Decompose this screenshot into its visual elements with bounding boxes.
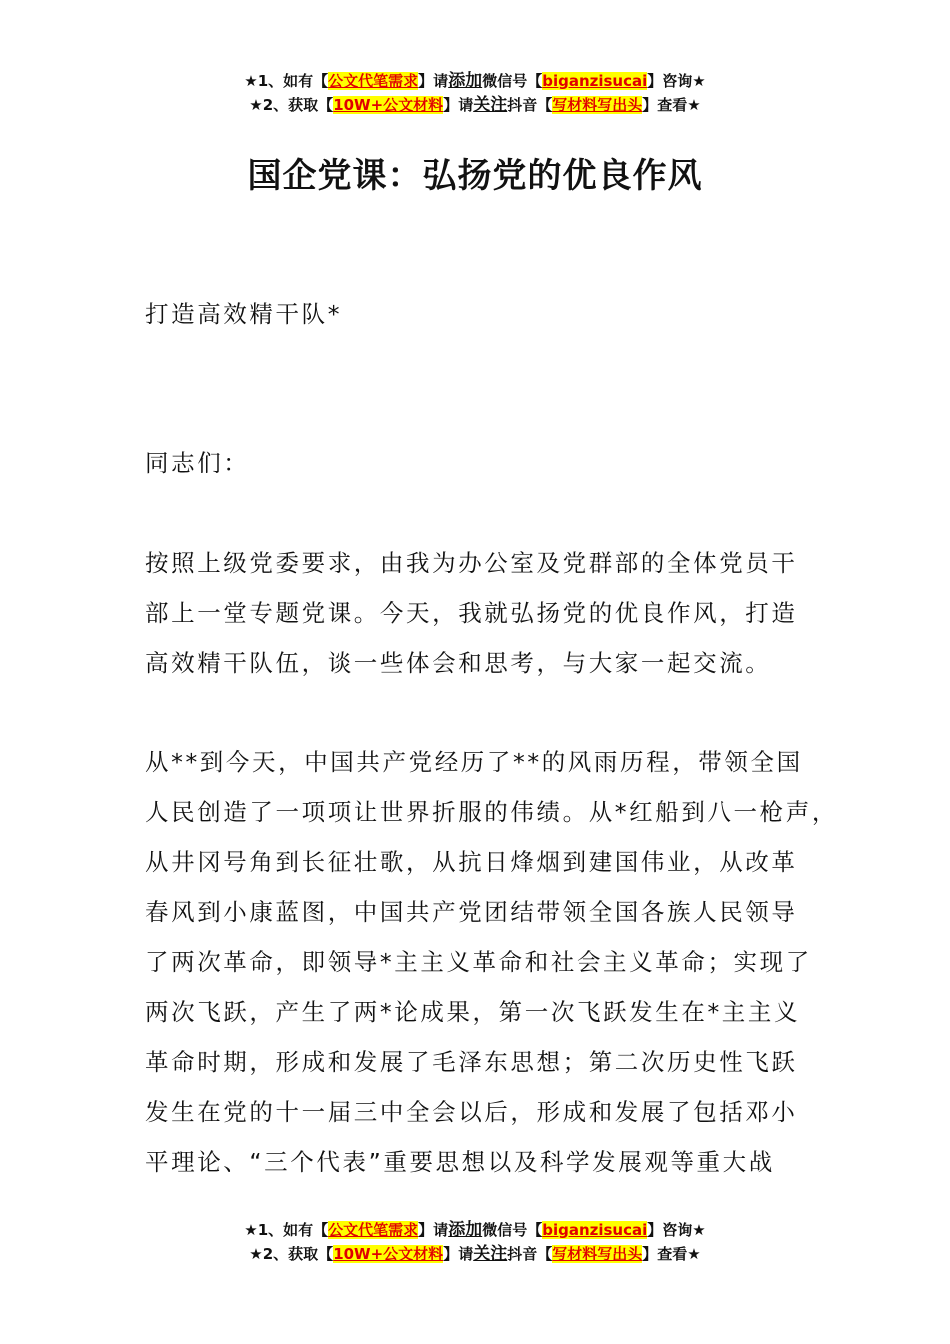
ad-emphasis: 添加	[448, 1220, 483, 1240]
footer-ad-line-1	[0, 1218, 950, 1242]
ad-text: 微信号【	[482, 72, 543, 90]
subtitle: 打造高效精干队*	[145, 300, 343, 328]
footer-ad-line-2	[0, 1242, 950, 1266]
ad-highlight: 10W+公文材料	[333, 96, 444, 114]
ad-text: ★1、如有【	[244, 1221, 329, 1239]
text-line: 发生在党的十一届三中全会以后，形成和发展了包括邓小	[145, 1098, 798, 1126]
ad-text: 】咨询★	[647, 72, 706, 90]
header-ad-line-1	[0, 69, 950, 93]
document-title: 国企党课：弘扬党的优良作风	[247, 156, 703, 196]
ad-text: 】请	[443, 96, 474, 114]
text-line: 从井冈号角到长征壮歌，从抗日烽烟到建国伟业，从改革	[145, 848, 798, 876]
text-line: 革命时期，形成和发展了毛泽东思想；第二次历史性飞跃	[145, 1048, 798, 1076]
ad-text: ★2、获取【	[249, 1245, 334, 1263]
text-line: 两次飞跃，产生了两*论成果，第一次飞跃发生在*主主义	[145, 998, 801, 1026]
ad-text: 抖音【	[507, 96, 553, 114]
text-line: 平理论、“三个代表”重要思想以及科学发展观等重大战	[145, 1148, 775, 1176]
ad-text: 抖音【	[507, 1245, 553, 1263]
ad-highlight: 写材料写出头	[552, 96, 643, 114]
ad-highlight: 写材料写出头	[552, 1245, 643, 1263]
ad-emphasis: 关注	[473, 1244, 508, 1264]
text-line: 春风到小康蓝图，中国共产党团结带领全国各族人民领导	[145, 898, 798, 926]
ad-highlight: biganzisucai	[542, 72, 648, 90]
ad-text: 】请	[418, 1221, 449, 1239]
ad-text: 】咨询★	[647, 1221, 706, 1239]
text-line: 人民创造了一项项让世界折服的伟绩。从*红船到八一枪声，	[145, 798, 838, 826]
header-ad-line-2	[0, 93, 950, 117]
ad-highlight: biganzisucai	[542, 1221, 648, 1239]
paragraph-2	[145, 737, 838, 1187]
ad-text: 】请	[418, 72, 449, 90]
ad-text: 】查看★	[642, 96, 701, 114]
text-line: 部上一堂专题党课。今天，我就弘扬党的优良作风，打造	[145, 599, 798, 627]
paragraph-1	[145, 538, 798, 688]
ad-emphasis: 添加	[448, 71, 483, 91]
ad-text: ★2、获取【	[249, 96, 334, 114]
ad-highlight: 公文代笔需求	[328, 72, 419, 90]
ad-text: 】请	[443, 1245, 474, 1263]
text-line: 高效精干队伍，谈一些体会和思考，与大家一起交流。	[145, 649, 772, 677]
greeting: 同志们：	[145, 449, 250, 477]
ad-text: 】查看★	[642, 1245, 701, 1263]
text-line: 从**到今天，中国共产党经历了**的风雨历程，带领全国	[145, 748, 803, 776]
ad-text: ★1、如有【	[244, 72, 329, 90]
ad-text: 微信号【	[482, 1221, 543, 1239]
ad-highlight: 10W+公文材料	[333, 1245, 444, 1263]
text-line: 按照上级党委要求，由我为办公室及党群部的全体党员干	[145, 549, 798, 577]
text-line: 了两次革命，即领导*主主义革命和社会主义革命；实现了	[145, 948, 812, 976]
ad-emphasis: 关注	[473, 95, 508, 115]
ad-highlight: 公文代笔需求	[328, 1221, 419, 1239]
